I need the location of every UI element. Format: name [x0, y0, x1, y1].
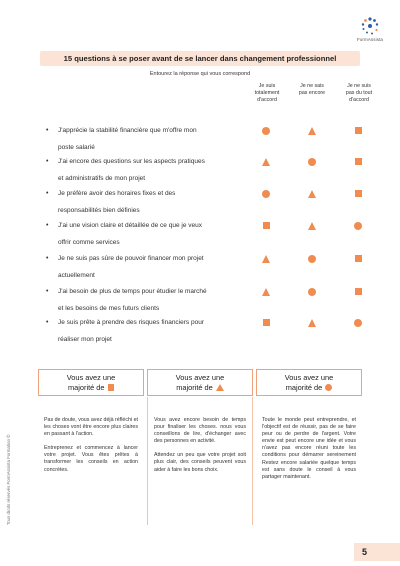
bullet-icon: • [46, 288, 49, 295]
result-paragraph: Pas de doute, vous avez déjà réfléchi et les choses vont être encore plus claires en passant à l'action. [44, 417, 138, 438]
question-text: J'apprécie la stabilité financière que m'offre mon poste salarié [58, 127, 197, 151]
answer-circle-icon[interactable] [308, 255, 316, 263]
answer-triangle-icon[interactable] [308, 222, 316, 230]
answer-triangle-icon[interactable] [308, 127, 316, 135]
bullet-icon: • [46, 222, 49, 229]
answer-square-icon[interactable] [263, 222, 270, 229]
column-header-agree: Je suis totalement d'accord [254, 83, 280, 103]
result-column-circle [256, 397, 362, 525]
answer-square-icon[interactable] [355, 288, 362, 295]
result-header-square: Vous avez une majorité de [38, 369, 144, 396]
answer-circle-icon[interactable] [262, 190, 270, 198]
bullet-icon: • [46, 319, 49, 326]
answer-circle-icon[interactable] [354, 319, 362, 327]
bullet-icon: • [46, 158, 49, 165]
answer-triangle-icon[interactable] [262, 255, 270, 263]
result-column-square [38, 397, 144, 525]
answer-triangle-icon[interactable] [262, 158, 270, 166]
answer-triangle-icon[interactable] [262, 288, 270, 296]
answer-triangle-icon[interactable] [308, 190, 316, 198]
question-text: J'ai encore des questions sur les aspects pratiques et administratifs de mon projet [58, 158, 205, 182]
answer-circle-icon[interactable] [262, 127, 270, 135]
column-header-unsure: Je ne sais pas encore [298, 83, 326, 96]
formassista-logo [350, 16, 390, 42]
answer-circle-icon[interactable] [308, 158, 316, 166]
triangle-icon [216, 384, 224, 391]
instruction-text: Entourez la réponse qui vous correspond [149, 71, 251, 77]
answer-square-icon[interactable] [355, 190, 362, 197]
answer-circle-icon[interactable] [354, 222, 362, 230]
bullet-icon: • [46, 190, 49, 197]
answer-square-icon[interactable] [263, 319, 270, 326]
column-header-disagree: Je ne suis pas du tout d'accord [345, 83, 373, 103]
question-text: Je préfère avoir des horaires fixes et des responsabilités bien définies [58, 190, 176, 214]
question-text: J'ai besoin de plus de temps pour étudier le marché et les besoins de mes futurs clients [58, 288, 207, 312]
circle-icon [325, 384, 332, 391]
result-column-triangle [147, 397, 253, 525]
page-number: 5 [354, 543, 400, 561]
question-text: Je ne suis pas sûre de pouvoir financer mon projet actuellement [58, 255, 204, 279]
answer-triangle-icon[interactable] [308, 319, 316, 327]
result-header-triangle: Vous avez une majorité de [147, 369, 253, 396]
answer-square-icon[interactable] [355, 158, 362, 165]
answer-square-icon[interactable] [355, 127, 362, 134]
result-paragraph: Vous avez encore besoin de temps pour finaliser les choses. nous vous conseillons de lire, d'échanger avec des personnes en activité. [154, 417, 246, 445]
question-text: J'ai une vision claire et détaillée de ce que je veux offrir comme services [58, 222, 202, 246]
logo-text: FormAssista [356, 37, 384, 42]
page-title: 15 questions à se poser avant de se lancer dans changement professionnel [40, 51, 360, 66]
square-icon [108, 384, 115, 391]
answer-square-icon[interactable] [355, 255, 362, 262]
result-paragraph: Toute le monde peut entreprendre, et l'objectif est de réussir, pas de se faire peur ou de perdre de l'argent. Votre envie est peut encore une idée et vous n'avez pas encore réuni toute les conditions pour démarrer sereinement Restez encore salariée quelque temps est sans doute le conseil à vous partager maintenant. [262, 417, 356, 480]
answer-circle-icon[interactable] [308, 288, 316, 296]
copyright-text: Tous droits réservés FormAssista Formation © [6, 434, 11, 525]
question-text: Je suis prête à prendre des risques financiers pour réaliser mon projet [58, 319, 204, 343]
result-paragraph: Attendez un peu que votre projet soit plus clair, des conseils peuvent vous aider à faire les bons choix. [154, 452, 246, 473]
bullet-icon: • [46, 255, 49, 262]
result-header-circle: Vous avez une majorité de [256, 369, 362, 396]
result-paragraph: Entreprenez et commencez à lancer votre projet. Vous êtes prêtes à transformer les conseils en action concrètes. [44, 445, 138, 473]
dots-logo-icon [358, 16, 382, 36]
bullet-icon: • [46, 127, 49, 134]
